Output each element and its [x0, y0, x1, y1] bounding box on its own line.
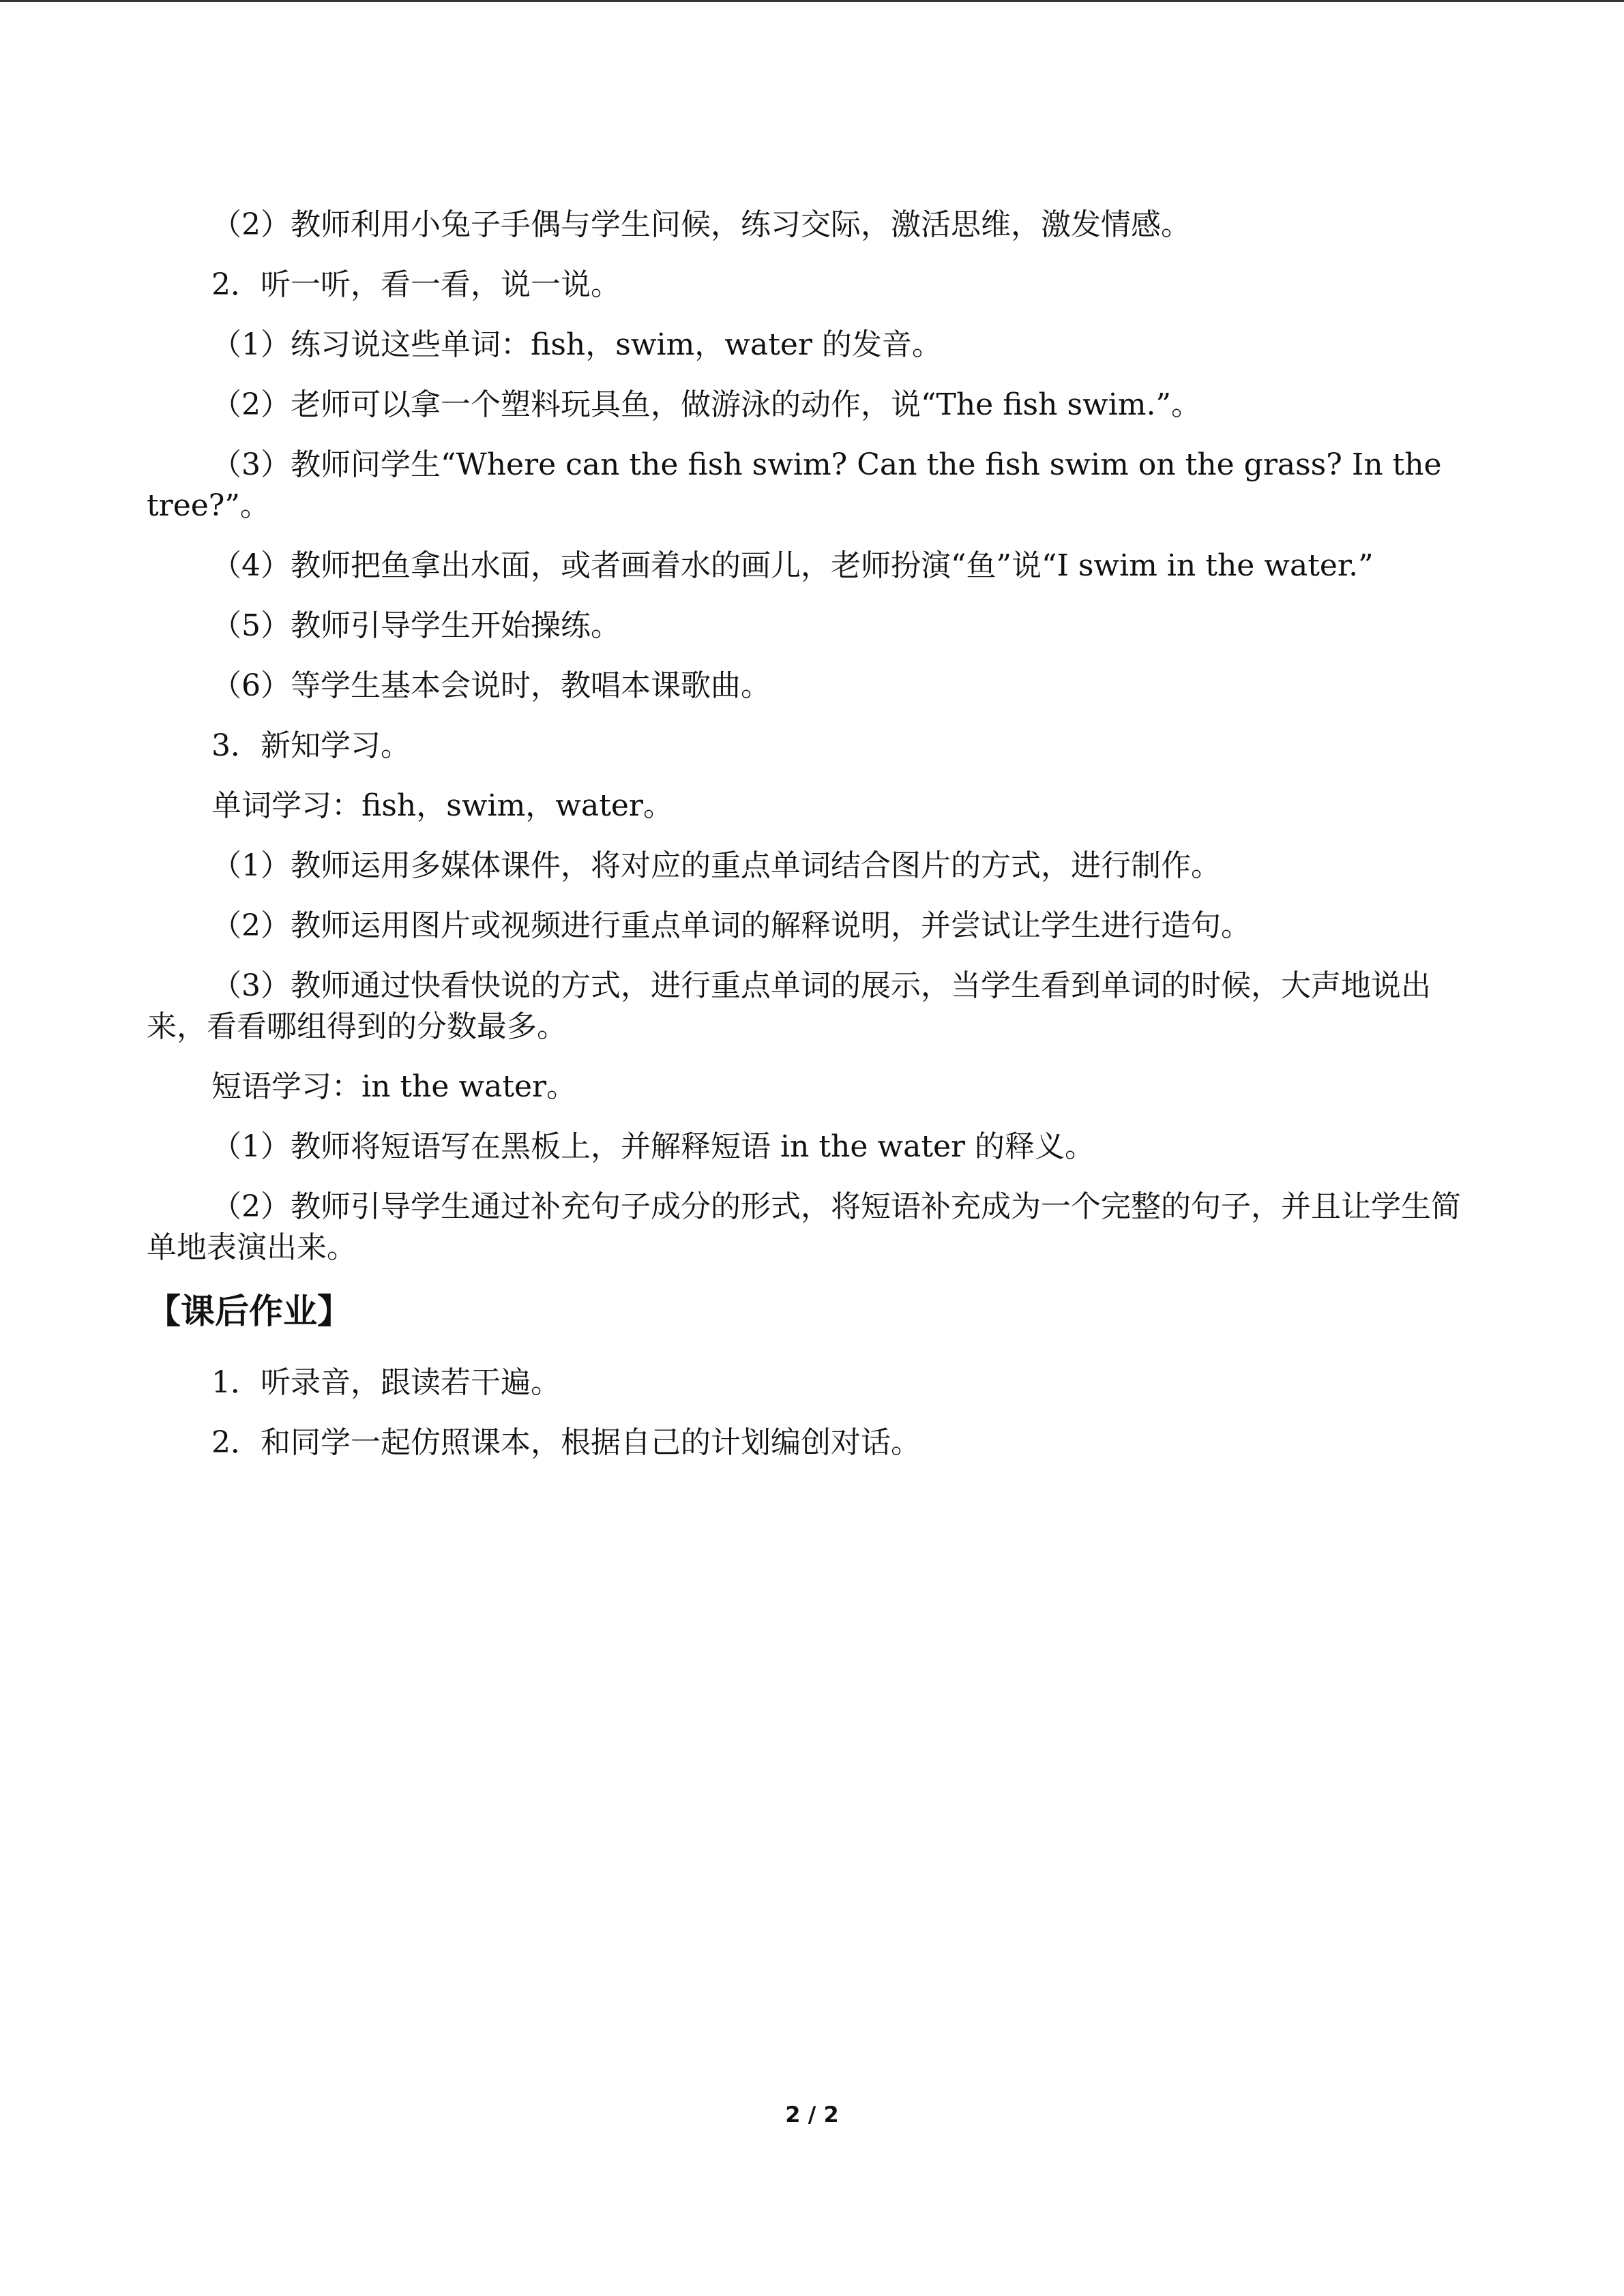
page-number: 2 / 2	[785, 2102, 839, 2128]
paragraph: 3．新知学习。	[211, 728, 411, 763]
paragraph: （1）教师运用多媒体课件，将对应的重点单词结合图片的方式，进行制作。	[211, 848, 1221, 883]
paragraph: （2）老师可以拿一个塑料玩具鱼，做游泳的动作，说“The fish swim.”。	[211, 387, 1201, 422]
paragraph: 单词学习：fish，swim，water。	[211, 788, 673, 823]
page-top-border	[0, 0, 1624, 2]
paragraph: （1）教师将短语写在黑板上，并解释短语 in the water 的释义。	[211, 1129, 1095, 1164]
paragraph: 短语学习：in the water。	[211, 1069, 577, 1104]
paragraph: （6）等学生基本会说时，教唱本课歌曲。	[211, 668, 771, 703]
paragraph: 2．听一听，看一看，说一说。	[211, 267, 621, 302]
paragraph: （2）教师运用图片或视频进行重点单词的解释说明，并尝试让学生进行造句。	[211, 908, 1251, 943]
section-heading-homework: 【课后作业】	[147, 1292, 351, 1331]
document-body	[147, 205, 1473, 1482]
paragraph: （2）教师引导学生通过补充句子成分的形式，将短语补充成为一个完整的句子，并且让学生简单地表演出来。	[147, 1189, 1461, 1265]
paragraph: （4）教师把鱼拿出水面，或者画着水的画儿，老师扮演“鱼”说“I swim in the water.”	[211, 548, 1374, 583]
paragraph: （3）教师通过快看快说的方式，进行重点单词的展示，当学生看到单词的时候，大声地说出来，看看哪组得到的分数最多。	[147, 968, 1431, 1044]
paragraph: （2）教师利用小兔子手偶与学生问候，练习交际，激活思维，激发情感。	[211, 207, 1191, 242]
paragraph: （1）练习说这些单词：fish，swim，water 的发音。	[211, 327, 942, 362]
homework-item: 1．听录音，跟读若干遍。	[211, 1365, 561, 1400]
homework-item: 2．和同学一起仿照课本，根据自己的计划编创对话。	[211, 1425, 921, 1460]
paragraph: （3）教师问学生“Where can the fish swim? Can the fish swim on the grass? In the tree?”。	[147, 447, 1451, 523]
paragraph: （5）教师引导学生开始操练。	[211, 608, 621, 643]
